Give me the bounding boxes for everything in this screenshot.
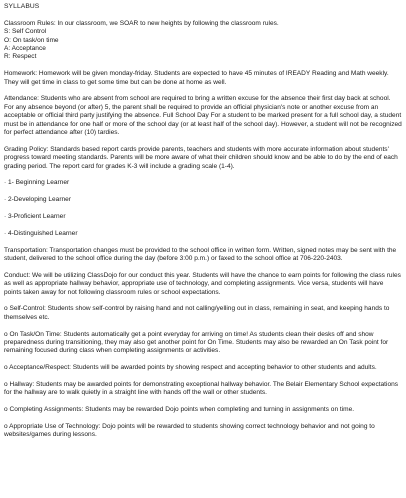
- grading-scale-item-1: · 1- Beginning Learner: [4, 179, 70, 187]
- conduct-hallway: o Hallway: Students may be awarded points for demonstrating exceptional hallway behavior. The Belair Elementary School expectations for the hallway are to walk quietly in a straight line with hands off the wall or other students.: [4, 381, 399, 397]
- conduct-paragraph: Conduct: We will be utilizing ClassDojo for our conduct this year. Students will have the chance to earn points for following the class rules as well as appropriate hallway behavior, appropriate use of technology, and completing assignments. Vice versa, students will have points taken away for not following classroom rules or school expectations.: [4, 271, 401, 296]
- attendance-paragraph: Attendance: Students who are absent from school are required to bring a written excuse for the absence their first day back at school. For any absence beyond (or after) 5, the parent shall be required to provide an official physician's note or another excuse from an acceptable or official third party justifying the absence. Full School Day For a student to be marked present for a full school day, a student must be in attendance for one half or more of the school day (or at least half of the school day). However, a student will not be recognized for perfect attendance after (10) tardies.: [4, 95, 402, 137]
- grading-scale-item-4: · 4-Distinguished Learner: [4, 229, 78, 237]
- grading-policy-paragraph: Grading Policy: Standards based report cards provide parents, teachers and students with more accurate information about students' progress toward meeting standards. Parents will be more aware of what their children should know and be able to do by the end of each grading period. The report card for grades K-3 will include a grading scale (1-4).: [4, 145, 398, 170]
- classroom-rules-intro: Classroom Rules: In our classroom, we SOAR to new heights by following the classroom rules.: [4, 19, 279, 27]
- conduct-completing-assignments: o Completing Assignments: Students may be rewarded Dojo points when completing and turning in assignments on time.: [4, 406, 355, 414]
- grading-scale-item-3: · 3-Proficient Learner: [4, 213, 66, 221]
- rule-on-task: O: On task/on time: [4, 36, 59, 44]
- classroom-rules-section: [4, 20, 402, 62]
- document-title: SYLLABUS: [4, 3, 40, 10]
- syllabus-document: [4, 3, 402, 448]
- conduct-technology: o Appropriate Use of Technology: Dojo points will be rewarded to students showing correct technology behavior and not going to websites/games during lessons.: [4, 423, 375, 439]
- homework-paragraph: Homework: Homework will be given monday-friday. Students are expected to have 45 minutes of IREADY Reading and Math weekly. They will get time in class to get some time but can be done at home as well.: [4, 70, 389, 86]
- rule-respect: R: Respect: [4, 53, 37, 61]
- transportation-paragraph: Transportation: Transportation changes must be provided to the school office in written form. Written, signed notes may be sent with the student, delivered to the school office during the day (before 3:00 p.m.) or faxed to the school office at 706-220-2403.: [4, 246, 397, 263]
- conduct-acceptance-respect: o Acceptance/Respect: Students will be awarded points by showing respect and accepting behavior to other students and adults.: [4, 364, 377, 372]
- rule-self-control: S: Self Control: [4, 28, 47, 36]
- rule-acceptance: A: Acceptance: [4, 45, 46, 53]
- grading-scale-item-2: · 2-Developing Learner: [4, 196, 71, 204]
- conduct-self-control: o Self-Control: Students show self-control by raising hand and not calling/yelling out in class, remaining in seat, and keeping hands to themselves etc.: [4, 305, 390, 321]
- conduct-on-task: o On Task/On Time: Students automatically get a point everyday for arriving on time! As students clean their desks off and show preparedness during transitioning, they may also get another point for On Time. Students may also be rewarded an On Task point for remaining focused during class when completing assignments or activities.: [4, 330, 389, 355]
